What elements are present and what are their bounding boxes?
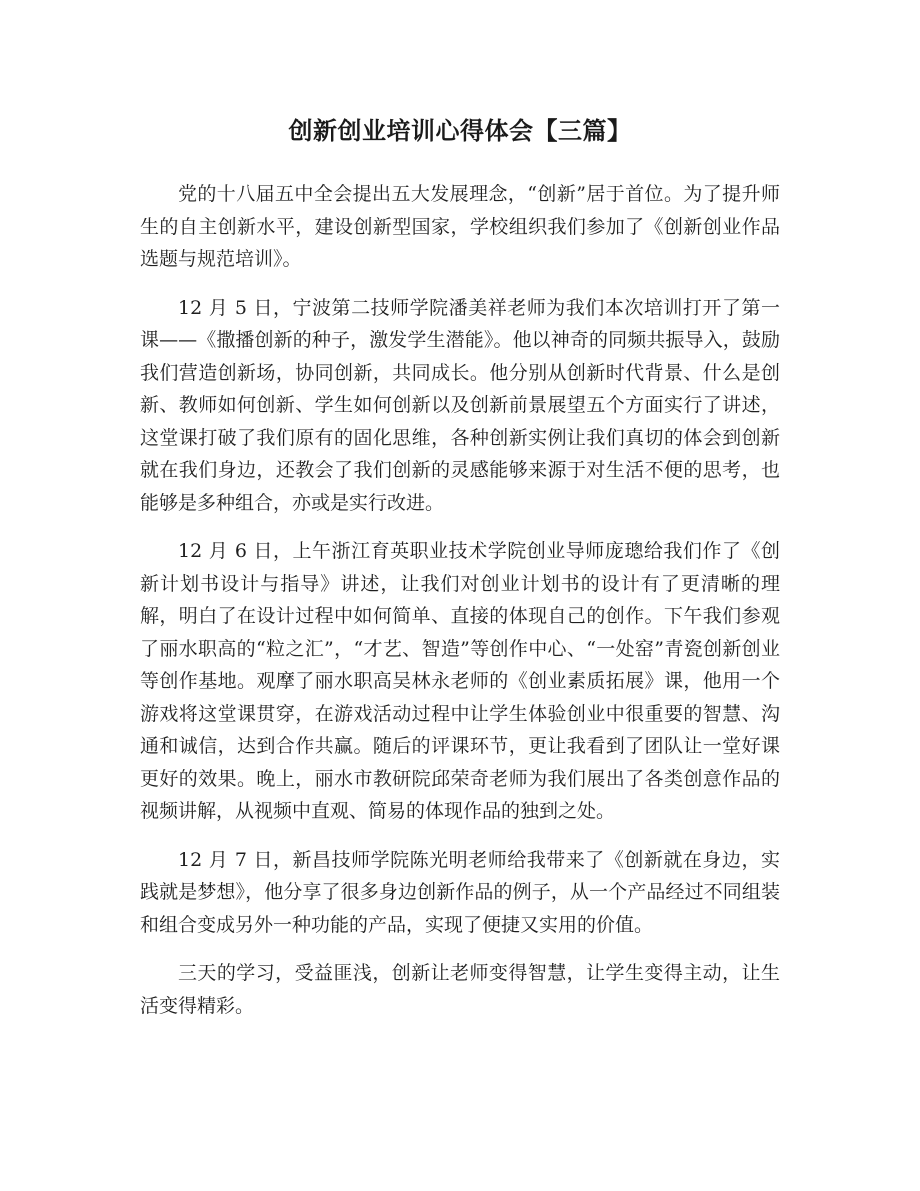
document-title: 创新创业培训心得体会【三篇】 xyxy=(288,117,632,145)
paragraph-1: 党的十八届五中全会提出五大发展理念，“创新”居于首位。为了提升师生的自主创新水平，建设创新型国家，学校组织我们参加了《创新创业作品选题与规范培训》。 xyxy=(140,183,780,270)
paragraph-4: 12 月 7 日，新昌技师学院陈光明老师给我带来了《创新就在身边，实践就是梦想》，他分享了很多身边创新作品的例子，从一个产品经过不同组装和组合变成另外一种功能的产品，实现了便捷又实用的价值。 xyxy=(140,848,780,936)
paragraph-2: 12 月 5 日，宁波第二技师学院潘美祥老师为我们本次培训打开了第一课——《撒播创新的种子，激发学生潜能》。他以神奇的同频共振导入，鼓励我们营造创新场，协同创新，共同成长。他分别从创新时代背景、什么是创新、教师如何创新、学生如何创新以及创新前景展望五个方面实行了讲述，这堂课打破了我们原有的固化思维，各种创新实例让我们真切的体会到创新就在我们身边，还教会了我们创新的灵感能够来源于对生活不便的思考，也能够是多种组合，亦或是实行改进。 xyxy=(140,296,780,514)
paragraph-3: 12 月 6 日，上午浙江育英职业技术学院创业导师庞璁给我们作了《创新计划书设计与指导》讲述，让我们对创业计划书的设计有了更清晰的理解，明白了在设计过程中如何简单、直接的体现自己的创作。下午我们参观了丽水职高的“粒之汇”，“才艺、智造”等创作中心、“一处窑”青瓷创新创业等创作基地。观摩了丽水职高吴林永老师的《创业素质拓展》课，他用一个游戏将这堂课贯穿，在游戏活动过程中让学生体验创业中很重要的智慧、沟通和诚信，达到合作共赢。随后的评课环节，更让我看到了团队让一堂好课更好的效果。晚上，丽水市教研院邱荣奇老师为我们展出了各类创意作品的视频讲解，从视频中直观、简易的体现作品的独到之处。 xyxy=(140,540,780,822)
document-body xyxy=(140,178,780,1022)
paragraph-5: 三天的学习，受益匪浅，创新让老师变得智慧，让学生变得主动，让生活变得精彩。 xyxy=(140,962,780,1017)
